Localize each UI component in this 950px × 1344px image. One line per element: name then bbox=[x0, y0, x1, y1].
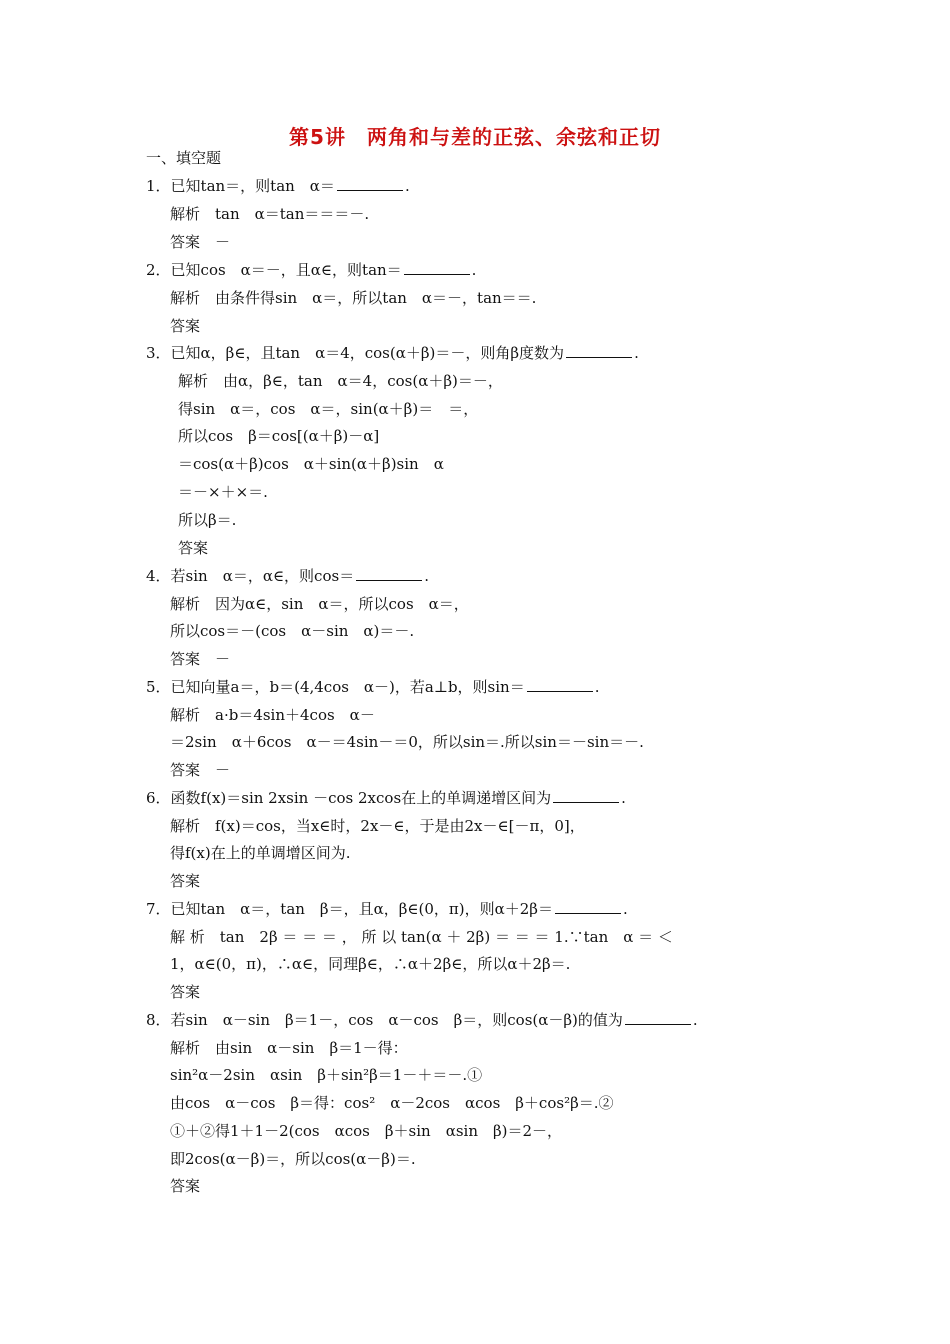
answer-blank bbox=[553, 788, 619, 803]
text-line-q6 bbox=[146, 788, 626, 808]
line-text: 得f(x)在上的单调增区间为. bbox=[170, 844, 351, 862]
line-text: 3．已知α，β∈，且tan α＝4，cos(α＋β)＝－，则角β度数为 bbox=[146, 344, 565, 362]
text-line-q5 bbox=[146, 677, 600, 697]
line-text: 7．已知tan α＝，tan β＝，且α，β∈(0，π)，则α＋2β＝ bbox=[146, 900, 553, 918]
line-text: ＝－×＋×＝. bbox=[178, 483, 268, 501]
line-text: 解析 因为α∈，sin α＝，所以cos α＝， bbox=[170, 595, 469, 613]
line-tail: . bbox=[594, 678, 600, 696]
line-text: 所以β＝. bbox=[178, 511, 237, 529]
text-line-q5a bbox=[170, 760, 230, 780]
answer-blank bbox=[625, 1010, 691, 1025]
line-text: 1．已知tan＝，则tan α＝ bbox=[146, 177, 335, 195]
text-line-q8s5 bbox=[170, 1149, 416, 1169]
line-text: ＝2sin α＋6cos α－＝4sin－＝0，所以sin＝.所以sin＝－sin＝－. bbox=[170, 733, 644, 751]
line-text: 解析 由sin α－sin β＝1－得： bbox=[170, 1039, 408, 1057]
text-line-q2a bbox=[170, 316, 200, 336]
text-line-q5s2 bbox=[170, 732, 644, 752]
text-line-q8s2 bbox=[170, 1065, 482, 1085]
answer-blank bbox=[527, 677, 593, 692]
text-line-q1a bbox=[170, 232, 230, 252]
line-tail: . bbox=[621, 789, 626, 807]
text-line-q2 bbox=[146, 260, 476, 280]
text-line-q4s2 bbox=[170, 621, 414, 641]
text-line-q6s2 bbox=[170, 843, 351, 863]
text-line-q4a bbox=[170, 649, 230, 669]
text-line-q8s4 bbox=[170, 1121, 562, 1141]
line-text: 4．若sin α＝，α∈，则cos＝ bbox=[146, 567, 355, 585]
answer-blank bbox=[404, 260, 470, 275]
text-line-q3s4 bbox=[178, 454, 444, 474]
text-line-q6a bbox=[170, 871, 200, 891]
line-text: 答案 － bbox=[170, 233, 231, 251]
line-text: 5．已知向量a＝，b＝(4,4cos α－)，若a⊥b，则sin＝ bbox=[146, 678, 525, 696]
text-line-q7s2 bbox=[170, 954, 570, 974]
line-text: 答案 bbox=[170, 317, 201, 335]
line-text: sin²α－2sin αsin β＋sin²β＝1－＋＝－.① bbox=[170, 1066, 483, 1084]
answer-blank bbox=[356, 566, 422, 581]
text-line-q3a bbox=[178, 538, 208, 558]
text-line-q3s1 bbox=[178, 371, 503, 391]
line-text: 即2cos(α－β)＝，所以cos(α－β)＝. bbox=[170, 1150, 416, 1168]
text-line-q3s3 bbox=[178, 426, 379, 446]
text-line-q4s1 bbox=[170, 594, 469, 614]
line-text: 所以cos＝－(cos α－sin α)＝－. bbox=[170, 622, 415, 640]
line-text: 解析 f(x)＝cos，当x∈时，2x－∈，于是由2x－∈[－π，0]， bbox=[170, 817, 585, 835]
line-text: 由cos α－cos β＝得：cos² α－2cos αcos β＋cos²β＝.② bbox=[170, 1094, 614, 1112]
text-line-q7 bbox=[146, 899, 628, 919]
line-text: 解析 tan α＝tan＝＝＝－. bbox=[170, 205, 370, 223]
line-tail: . bbox=[622, 900, 628, 918]
line-tail: . bbox=[471, 261, 477, 279]
line-text: 解析 a·b＝4sin＋4cos α－ bbox=[170, 706, 375, 724]
line-tail: . bbox=[692, 1011, 698, 1029]
line-text: 所以cos β＝cos[(α＋β)－α] bbox=[178, 427, 380, 445]
text-line-q1 bbox=[146, 176, 410, 196]
line-text: 答案 bbox=[170, 1177, 201, 1195]
answer-blank bbox=[337, 176, 403, 191]
text-line-q3s2 bbox=[178, 399, 478, 419]
text-line-q6s1 bbox=[170, 816, 585, 836]
text-line-q7s1 bbox=[170, 927, 806, 947]
line-text: 解 析 tan 2β ＝ ＝ ＝ ， 所 以 tan(α ＋ 2β) ＝ ＝ ＝ 1.∵tan α ＝ ＜ bbox=[170, 928, 673, 946]
text-line-q5s1 bbox=[170, 705, 375, 725]
line-tail: . bbox=[634, 344, 639, 362]
line-text: 6．函数f(x)＝sin 2xsin －cos 2xcos在上的单调递增区间为 bbox=[146, 789, 552, 807]
text-line-q8s3 bbox=[170, 1093, 614, 1113]
line-text: ＝cos(α＋β)cos α＋sin(α＋β)sin α bbox=[178, 455, 444, 473]
line-text: 答案 bbox=[170, 872, 201, 890]
section-heading: 一、填空题 bbox=[146, 149, 222, 167]
line-text: 解析 由α，β∈，tan α＝4，cos(α＋β)＝－， bbox=[178, 372, 503, 390]
line-text: 得sin α＝，cos α＝，sin(α＋β)＝ ＝， bbox=[178, 400, 479, 418]
line-tail: . bbox=[424, 567, 429, 585]
text-line-q7a bbox=[170, 982, 200, 1002]
page-title: 第5讲 两角和与差的正弦、余弦和正切 bbox=[289, 125, 661, 149]
line-text: 2．已知cos α＝－，且α∈，则tan＝ bbox=[146, 261, 402, 279]
text-line-q8s1 bbox=[170, 1038, 408, 1058]
line-tail: . bbox=[404, 177, 410, 195]
line-text: 1，α∈(0，π)，∴α∈，同理β∈，∴α＋2β∈，所以α＋2β＝. bbox=[170, 955, 571, 973]
answer-blank bbox=[555, 899, 621, 914]
line-text: 答案 bbox=[170, 983, 201, 1001]
line-text: 答案 bbox=[178, 539, 209, 557]
text-line-q3 bbox=[146, 343, 639, 363]
line-text: 答案 － bbox=[170, 761, 231, 779]
text-line-q2s bbox=[170, 288, 536, 308]
answer-blank bbox=[566, 343, 632, 358]
text-line-q8a bbox=[170, 1176, 200, 1196]
line-text: 8．若sin α－sin β＝1－，cos α－cos β＝，则cos(α－β)的值为 bbox=[146, 1011, 623, 1029]
line-text: ①＋②得1＋1－2(cos αcos β＋sin αsin β)＝2－， bbox=[170, 1122, 563, 1140]
text-line-q4 bbox=[146, 566, 429, 586]
text-line-q3s5 bbox=[178, 482, 268, 502]
text-line-q1s bbox=[170, 204, 369, 224]
text-line-q3s6 bbox=[178, 510, 236, 530]
line-text: 答案 － bbox=[170, 650, 231, 668]
line-text: 解析 由条件得sin α＝，所以tan α＝－，tan＝＝. bbox=[170, 289, 537, 307]
text-line-q8 bbox=[146, 1010, 698, 1030]
